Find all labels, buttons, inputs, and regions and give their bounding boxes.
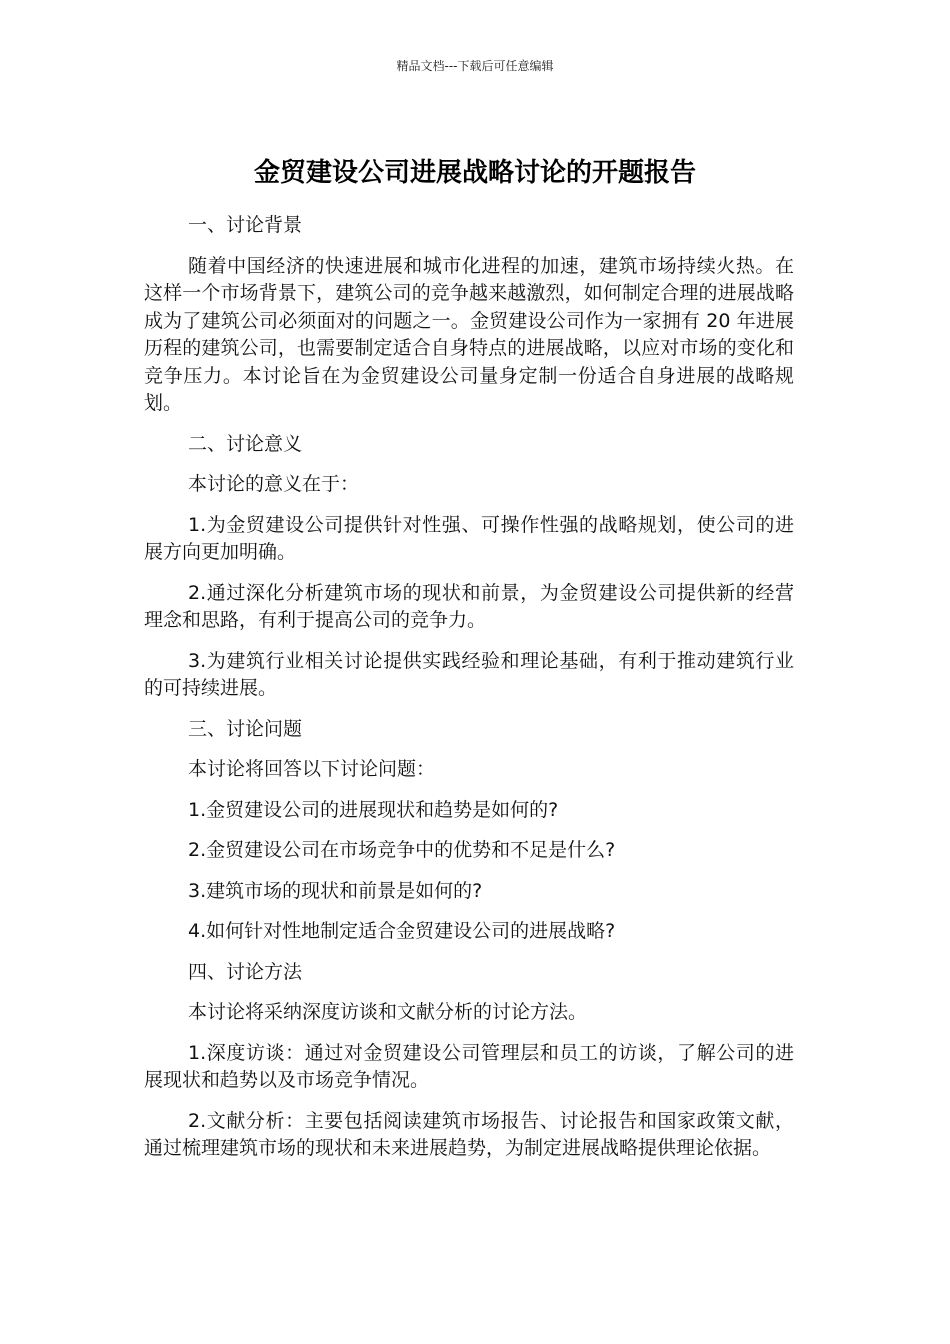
page-header: 精品文档---下载后可任意编辑 [396, 59, 554, 73]
paragraph-background: 随着中国经济的快速进展和城市化进程的加速，建筑市场持续火热。在这样一个市场背景下，建筑公司的竞争越来越激烈，如何制定合理的进展战略成为了建筑公司必须面对的问题之一。金贸建设公司作为一家拥有 20 年进展历程的建筑公司，也需要制定适合自身特点的进展战略，以应对市场的变化和竞争压力。本讨论旨在为金贸建设公司量身定制一份适合自身进展的战略规划。 [144, 254, 794, 414]
list-item-question-3: 3.建筑市场的现状和前景是如何的? [188, 879, 483, 902]
paragraph-significance-intro: 本讨论的意义在于： [188, 473, 360, 495]
paragraph-questions-intro: 本讨论将回答以下讨论问题： [188, 758, 436, 780]
section-heading-background: 一、讨论背景 [188, 214, 303, 236]
list-item-question-1: 1.金贸建设公司的进展现状和趋势是如何的? [188, 798, 559, 821]
list-item-significance-3: 3.为建筑行业相关讨论提供实践经验和理论基础，有利于推动建筑行业的可持续进展。 [144, 649, 794, 699]
section-heading-significance: 二、讨论意义 [188, 432, 303, 455]
section-heading-methods: 四、讨论方法 [188, 960, 303, 983]
list-item-method-1: 1.深度访谈：通过对金贸建设公司管理层和员工的访谈，了解公司的进展现状和趋势以及市场竞争情况。 [144, 1041, 794, 1091]
paragraph-methods-intro: 本讨论将采纳深度访谈和文献分析的讨论方法。 [188, 1001, 588, 1023]
list-item-question-4: 4.如何针对性地制定适合金贸建设公司的进展战略? [188, 920, 616, 942]
document-title: 金贸建设公司进展战略讨论的开题报告 [253, 158, 696, 189]
list-item-significance-1: 1.为金贸建设公司提供针对性强、可操作性强的战略规划，使公司的进展方向更加明确。 [144, 513, 794, 563]
section-heading-questions: 三、讨论问题 [188, 717, 303, 740]
list-item-question-2: 2.金贸建设公司在市场竞争中的优势和不足是什么? [188, 839, 616, 861]
list-item-method-2: 2.文献分析：主要包括阅读建筑市场报告、讨论报告和国家政策文献，通过梳理建筑市场的现状和未来进展趋势，为制定进展战略提供理论依据。 [144, 1109, 794, 1159]
document-body [144, 212, 794, 1176]
list-item-significance-2: 2.通过深化分析建筑市场的现状和前景，为金贸建设公司提供新的经营理念和思路，有利于提高公司的竞争力。 [144, 581, 794, 631]
